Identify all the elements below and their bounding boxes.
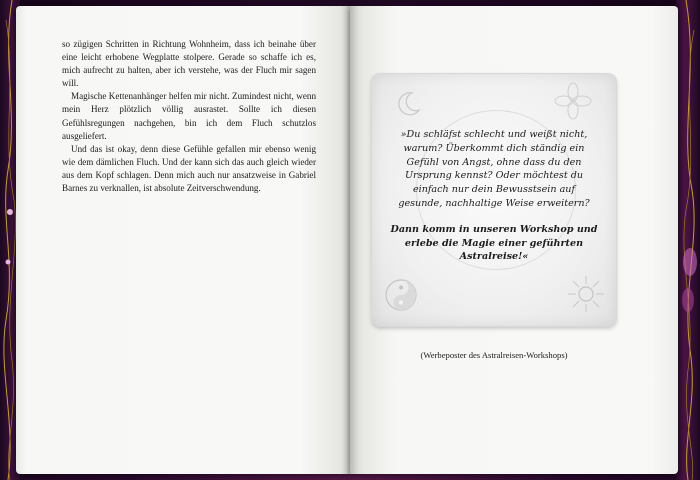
- book-gutter: [342, 6, 358, 474]
- paragraph: so zügigen Schritten in Richtung Wohnheim, dass ich beinahe über eine leicht erhobene Wegplatte stolpere. Gerade so schaffe ich es, mich aufrecht zu halten, aber ich verstehe, was der Fluch mir sagen will.: [62, 39, 316, 89]
- crescent-moon-icon: [394, 90, 422, 118]
- sun-icon: [566, 274, 606, 314]
- yin-yang-icon: [384, 278, 418, 312]
- poster-caption: (Werbeposter des Astralreisen-Workshops): [420, 350, 568, 360]
- workshop-poster: [372, 74, 616, 326]
- flower-icon: [554, 82, 592, 120]
- poster-text: [390, 128, 598, 264]
- poster-question: »Du schläfst schlecht und weißt nicht, warum? Überkommt dich ständig ein Gefühl von Angst, ohne dass du den Ursprung kennst? Oder möchtest du einfach nur dein Bewusstsein auf gesunde, nachhaltige Weise erweitern?: [398, 129, 590, 209]
- poster-call-to-action: Dann komm in unseren Workshop und erlebe die Magie einer geführten Astralreise!«: [390, 223, 598, 263]
- left-page-text: [62, 38, 316, 195]
- paragraph: Magische Kettenanhänger helfen mir nicht. Zumindest nicht, wenn mein Herz plötzlich völlig ausrastet. Sollte ich diesen Gefühlsregungen nachgehen, bin ich dem Fluch schutzlos ausgeliefert.: [62, 91, 316, 141]
- paragraph: Und das ist okay, denn diese Gefühle gefallen mir ebenso wenig wie dem dämlichen Fluch. Und der kann sich das auch gleich wieder aus dem Kopf schlagen. Denn mich auch nur ansatzweise in Gabriel Barnes zu verknallen, ist absolute Zeitverschwendung.: [62, 143, 316, 194]
